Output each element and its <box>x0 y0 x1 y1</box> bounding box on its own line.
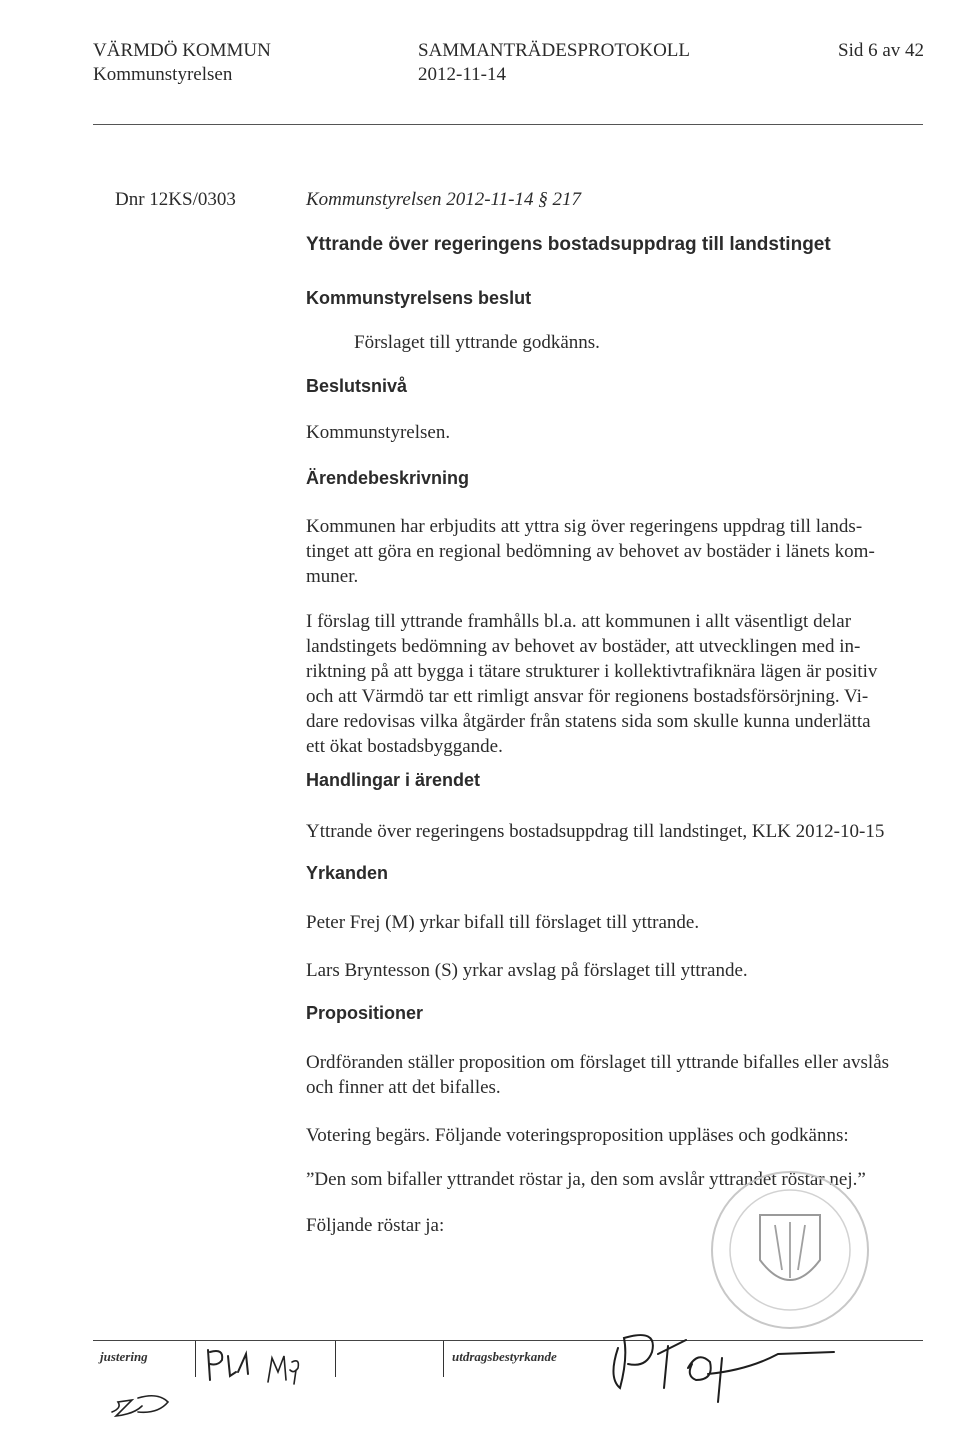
signature-initials-3 <box>108 1388 178 1422</box>
footer-separator <box>443 1341 444 1377</box>
text-line: I förslag till yttrande framhålls bl.a. att kommunen i allt väsentligt delar <box>306 611 852 632</box>
beslutsniva-text: Kommunstyrelsen. <box>306 422 451 443</box>
official-seal-stamp <box>690 1160 890 1340</box>
propositioner-paragraph-2: Votering begärs. Följande voteringsproposition uppläses och godkänns: <box>306 1125 849 1146</box>
text-line: muner. <box>306 566 359 587</box>
footer-utdrag-label: utdragsbestyrkande <box>452 1349 557 1364</box>
yrkande-1: Peter Frej (M) yrkar bifall till förslaget till yttrande. <box>306 912 700 933</box>
header-board: Kommunstyrelsen <box>93 64 233 85</box>
heading-arendebeskrivning: Ärendebeskrivning <box>306 468 470 488</box>
text-line: och finner att det bifalles. <box>306 1077 501 1098</box>
footer-separator <box>195 1341 196 1377</box>
case-title: Yttrande över regeringens bostadsuppdrag till landstinget <box>306 234 831 255</box>
text-line: tinget att göra en regional bedömning av behovet av bostäder i länets kom- <box>306 541 875 562</box>
text-line: och att Värmdö tar ett rimligt ansvar för regionens bostadsförsörjning. Vi- <box>306 686 869 707</box>
text-line: Kommunen har erbjudits att yttra sig över regeringens uppdrag till lands- <box>306 516 863 537</box>
footer-justering-label: justering <box>100 1349 148 1364</box>
header-page-number: Sid 6 av 42 <box>838 40 925 61</box>
voting-proposition: ”Den som bifaller yttrandet röstar ja, den som avslår yttrandet röstar nej.” <box>306 1169 866 1190</box>
header-org: VÄRMDÖ KOMMUN <box>93 40 271 61</box>
voting-yes-label: Följande röstar ja: <box>306 1215 445 1236</box>
text-line: landstingets bedömning av behovet av bostäder, att utvecklingen med in- <box>306 636 861 657</box>
heading-yrkanden: Yrkanden <box>306 863 389 883</box>
heading-beslut: Kommunstyrelsens beslut <box>306 288 532 308</box>
signature-initials-2 <box>262 1350 312 1386</box>
case-reference: Kommunstyrelsen 2012-11-14 § 217 <box>306 189 581 210</box>
heading-handlingar: Handlingar i ärendet <box>306 770 481 790</box>
arende-paragraph-2 <box>306 609 877 759</box>
text-line: riktning på att bygga i tätare strukturer i kollektivtrafiknära lägen är positiv <box>306 661 878 682</box>
header-doc-type: SAMMANTRÄDESPROTOKOLL <box>418 40 691 61</box>
text-line: Ordföranden ställer proposition om förslaget till yttrande bifalles eller avslås <box>306 1052 890 1073</box>
heading-propositioner: Propositioner <box>306 1003 424 1023</box>
header-divider <box>93 124 923 125</box>
case-dnr: Dnr 12KS/0303 <box>115 189 236 210</box>
handlingar-text: Yttrande över regeringens bostadsuppdrag till landstinget, KLK 2012-10-15 <box>306 821 885 842</box>
propositioner-paragraph-1 <box>306 1050 889 1100</box>
signature-utdrag <box>598 1318 838 1418</box>
header-date: 2012-11-14 <box>418 64 506 85</box>
footer-separator <box>335 1341 336 1377</box>
yrkande-2: Lars Bryntesson (S) yrkar avslag på förslaget till yttrande. <box>306 960 748 981</box>
signature-initials-1 <box>200 1342 260 1384</box>
text-line: dare redovisas vilka åtgärder från statens sida som skulle kunna underlätta <box>306 711 871 732</box>
arende-paragraph-1 <box>306 514 875 589</box>
heading-beslutsniva: Beslutsnivå <box>306 376 408 396</box>
text-line: ett ökat bostadsbyggande. <box>306 736 503 757</box>
beslut-text: Förslaget till yttrande godkänns. <box>354 332 600 353</box>
